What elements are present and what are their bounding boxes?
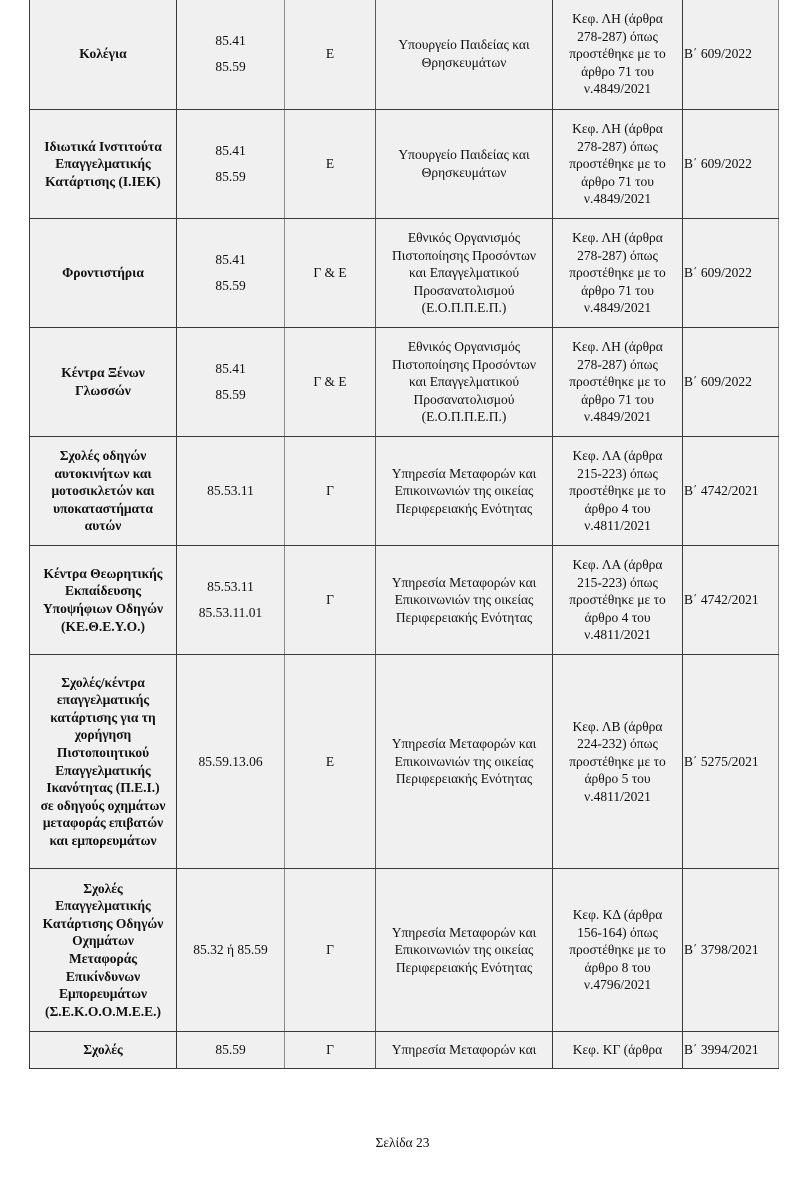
table-row [30, 110, 779, 219]
name-line: Ιδιωτικά Ινστιτούτα [44, 138, 162, 154]
name-line: Επαγγελματικής [55, 156, 151, 172]
kad-codes-cell [177, 1032, 285, 1069]
table-row [30, 328, 779, 437]
law-line: 278-287) όπως [577, 28, 658, 44]
law-line: προστέθηκε με το [569, 483, 666, 499]
law-line: προστέθηκε με το [569, 46, 666, 62]
law-reference-cell [553, 437, 683, 546]
kad-codes-cell [177, 219, 285, 328]
category-cell: Γ [285, 1032, 376, 1069]
kad-code: 85.59 [215, 169, 246, 184]
name-line: Σχολές/κέντρα [61, 674, 145, 690]
category-cell: Γ [285, 437, 376, 546]
law-line: άρθρο 71 του [581, 173, 654, 189]
law-line: προστέθηκε με το [569, 156, 666, 172]
law-reference-cell [553, 1032, 683, 1069]
name-line: Επαγγελματικής [55, 762, 151, 778]
table-row [30, 869, 779, 1032]
authority-line: Περιφερειακής Ενότητας [395, 771, 533, 787]
law-reference-cell [553, 869, 683, 1032]
authority-line: Περιφερειακής Ενότητας [395, 500, 533, 516]
kad-code: 85.41 [215, 33, 246, 48]
kad-codes-cell [177, 869, 285, 1032]
activity-name-cell [30, 437, 177, 546]
name-line: αυτών [84, 518, 122, 534]
activity-name-cell [30, 655, 177, 869]
name-line: Επικίνδυνων [65, 968, 141, 984]
name-line: Κέντρα Θεωρητικής [43, 565, 163, 581]
law-line: Κεφ. ΛΑ (άρθρα [572, 448, 663, 464]
activity-name-cell [30, 219, 177, 328]
authority-line: (Ε.Ο.Π.Π.Ε.Π.) [421, 409, 507, 425]
name-line: Σχολές [83, 1042, 123, 1058]
law-line: ν.4849/2021 [583, 300, 652, 316]
law-line: προστέθηκε με το [569, 374, 666, 390]
name-line: Κέντρα Ξένων [61, 365, 145, 381]
authority-line: Επικοινωνιών της οικείας [394, 753, 534, 769]
table-row [30, 219, 779, 328]
gazette-cell: Β΄ 3994/2021 [683, 1032, 779, 1069]
authority-line: Υπηρεσία Μεταφορών και [391, 574, 537, 590]
activity-name-cell [30, 1032, 177, 1069]
gazette-cell: Β΄ 5275/2021 [683, 655, 779, 869]
gazette-cell: Β΄ 609/2022 [683, 110, 779, 219]
name-line: επαγγελματικής [56, 692, 150, 708]
activity-name-cell [30, 546, 177, 655]
law-line: Κεφ. ΚΓ (άρθρα [572, 1042, 663, 1058]
authority-line: και Επαγγελματικού [408, 265, 520, 281]
law-line: ν.4849/2021 [583, 81, 652, 97]
category-cell: Ε [285, 655, 376, 869]
law-line: 156-164) όπως [577, 924, 658, 940]
category-cell: Γ & Ε [285, 219, 376, 328]
kad-codes-cell [177, 437, 285, 546]
category-cell: Γ [285, 546, 376, 655]
gazette-cell: Β΄ 609/2022 [683, 328, 779, 437]
authority-line: Επικοινωνιών της οικείας [394, 942, 534, 958]
law-line: Κεφ. ΛΑ (άρθρα [572, 557, 663, 573]
law-line: προστέθηκε με το [569, 592, 666, 608]
gazette-cell: Β΄ 4742/2021 [683, 437, 779, 546]
table-body [30, 0, 779, 1069]
authority-cell [376, 0, 553, 110]
authority-line: Προσανατολισμού [413, 391, 515, 407]
law-reference-cell [553, 0, 683, 110]
law-line: 215-223) όπως [577, 465, 658, 481]
law-reference-cell [553, 546, 683, 655]
name-line: χορήγηση [74, 727, 132, 743]
name-line: Κολέγια [79, 46, 127, 62]
authority-cell [376, 328, 553, 437]
kad-code: 85.59 [215, 387, 246, 402]
name-line: κατάρτισης για τη [50, 709, 156, 725]
law-line: άρθρο 8 του [584, 959, 651, 975]
gazette-cell: Β΄ 3798/2021 [683, 869, 779, 1032]
law-reference-cell [553, 219, 683, 328]
authority-cell [376, 110, 553, 219]
name-line: Κατάρτισης Οδηγών [42, 915, 164, 931]
kad-code: 85.41 [215, 252, 246, 267]
law-line: άρθρο 4 του [584, 500, 651, 516]
authority-line: Πιστοποίησης Προσόντων [392, 247, 536, 263]
activity-name-cell [30, 110, 177, 219]
law-line: 278-287) όπως [577, 356, 658, 372]
kad-codes-cell [177, 328, 285, 437]
law-line: Κεφ. ΛΒ (άρθρα [572, 718, 663, 734]
authority-line: Εθνικός Οργανισμός [407, 339, 521, 355]
authority-line: (Ε.Ο.Π.Π.Ε.Π.) [421, 300, 507, 316]
name-line: Μεταφοράς [69, 951, 137, 966]
authority-cell [376, 546, 553, 655]
page-number: Σελίδα 23 [375, 1135, 430, 1150]
gazette-cell: Β΄ 4742/2021 [683, 546, 779, 655]
law-line: ν.4796/2021 [583, 977, 652, 993]
authority-line: Θρησκευμάτων [421, 55, 507, 70]
kad-codes-cell [177, 655, 285, 869]
table-row [30, 437, 779, 546]
name-line: και εμπορευμάτων [49, 832, 157, 848]
name-line: (ΚΕ.Θ.Ε.Υ.Ο.) [61, 618, 145, 634]
name-line: Ικανότητας (Π.Ε.Ι.) [46, 780, 160, 796]
kad-code: 85.41 [215, 143, 246, 158]
law-line: άρθρο 5 του [584, 771, 651, 787]
table-row [30, 0, 779, 110]
name-line: Σχολές [83, 880, 123, 896]
activity-name-cell [30, 328, 177, 437]
authority-line: Υπηρεσία Μεταφορών και [391, 465, 537, 481]
gazette-cell: Β΄ 609/2022 [683, 0, 779, 110]
kad-code: 85.59 [215, 278, 246, 293]
name-line: Πιστοποιητικού [56, 744, 150, 760]
kad-code: 85.59 [215, 1042, 246, 1057]
authority-line: Περιφερειακής Ενότητας [395, 609, 533, 625]
authority-line: Υπουργείο Παιδείας και [398, 147, 530, 163]
name-line: Επαγγελματικής [55, 898, 151, 914]
law-line: Κεφ. ΛΗ (άρθρα [572, 230, 663, 246]
authority-line: και Επαγγελματικού [408, 374, 520, 390]
name-line: αυτοκινήτων και [54, 465, 152, 481]
law-line: προστέθηκε με το [569, 942, 666, 958]
kad-code: 85.59 [215, 59, 246, 74]
law-reference-cell [553, 328, 683, 437]
gazette-cell: Β΄ 609/2022 [683, 219, 779, 328]
name-line: Φροντιστήρια [62, 265, 144, 281]
category-cell: Ε [285, 0, 376, 110]
kad-codes-cell [177, 546, 285, 655]
authority-line: Θρησκευμάτων [421, 165, 507, 180]
authority-line: Υπουργείο Παιδείας και [398, 37, 530, 53]
kad-code: 85.53.11 [207, 579, 254, 594]
kad-codes-cell [177, 0, 285, 110]
kad-codes-cell [177, 110, 285, 219]
activity-name-cell [30, 869, 177, 1032]
name-line: Κατάρτισης (Ι.ΙΕΚ) [45, 173, 161, 189]
name-line: σε οδηγούς οχημάτων [40, 797, 166, 813]
authority-cell [376, 869, 553, 1032]
name-line: μεταφοράς επιβατών [42, 815, 164, 831]
name-line: υποκαταστήματα [53, 500, 153, 516]
registry-table [29, 0, 779, 1069]
kad-code: 85.53.11 [207, 483, 254, 498]
name-line: (Σ.Ε.Κ.Ο.Ο.Μ.Ε.Ε.) [44, 1003, 162, 1019]
authority-line: Υπηρεσία Μεταφορών και [391, 924, 537, 940]
law-line: άρθρο 71 του [581, 282, 654, 298]
law-line: άρθρο 71 του [581, 391, 654, 407]
law-line: 224-232) όπως [577, 736, 658, 752]
law-line: Κεφ. ΛΗ (άρθρα [572, 121, 663, 137]
kad-code: 85.59.13.06 [198, 753, 263, 769]
activity-name-cell [30, 0, 177, 110]
authority-cell [376, 219, 553, 328]
authority-cell [376, 437, 553, 546]
law-line: ν.4849/2021 [583, 409, 652, 425]
name-line: Γλωσσών [75, 383, 131, 398]
name-line: Εμπορευμάτων [58, 986, 148, 1002]
law-line: 278-287) όπως [577, 138, 658, 154]
kad-code: 85.41 [215, 361, 246, 376]
authority-line: Επικοινωνιών της οικείας [394, 592, 534, 608]
table-row [30, 1032, 779, 1069]
law-line: 215-223) όπως [577, 574, 658, 590]
authority-line: Περιφερειακής Ενότητας [395, 959, 533, 975]
authority-line: Προσανατολισμού [413, 282, 515, 298]
law-line: ν.4811/2021 [584, 788, 651, 804]
authority-line: Υπηρεσία Μεταφορών και [391, 736, 537, 752]
name-line: Οχημάτων [72, 933, 134, 949]
law-line: Κεφ. ΛΗ (άρθρα [572, 11, 663, 27]
law-line: ν.4849/2021 [583, 191, 652, 207]
law-line: 278-287) όπως [577, 247, 658, 263]
law-line: ν.4811/2021 [584, 518, 651, 534]
name-line: Υποψήφιων Οδηγών [42, 601, 164, 616]
authority-line: Πιστοποίησης Προσόντων [392, 356, 536, 372]
authority-line: Επικοινωνιών της οικείας [394, 483, 534, 499]
authority-cell [376, 1032, 553, 1069]
name-line: μοτοσικλετών και [51, 483, 155, 499]
law-line: άρθρο 71 του [581, 63, 654, 79]
law-line: προστέθηκε με το [569, 265, 666, 281]
table-row [30, 546, 779, 655]
authority-line: Υπηρεσία Μεταφορών και [391, 1042, 537, 1058]
kad-code: 85.53.11.01 [198, 605, 263, 620]
table-row [30, 655, 779, 869]
name-line: Εκπαίδευσης [64, 583, 142, 599]
law-line: Κεφ. ΛΗ (άρθρα [572, 339, 663, 355]
category-cell: Γ & Ε [285, 328, 376, 437]
law-line: Κεφ. ΚΔ (άρθρα [572, 907, 663, 923]
category-cell: Ε [285, 110, 376, 219]
law-reference-cell [553, 655, 683, 869]
authority-line: Εθνικός Οργανισμός [407, 230, 521, 246]
kad-code: 85.32 ή 85.59 [193, 942, 268, 957]
law-line: ν.4811/2021 [584, 627, 651, 643]
category-cell: Γ [285, 869, 376, 1032]
law-line: προστέθηκε με το [569, 753, 666, 769]
law-line: άρθρο 4 του [584, 609, 651, 625]
authority-cell [376, 655, 553, 869]
law-reference-cell [553, 110, 683, 219]
name-line: Σχολές οδηγών [59, 448, 147, 464]
